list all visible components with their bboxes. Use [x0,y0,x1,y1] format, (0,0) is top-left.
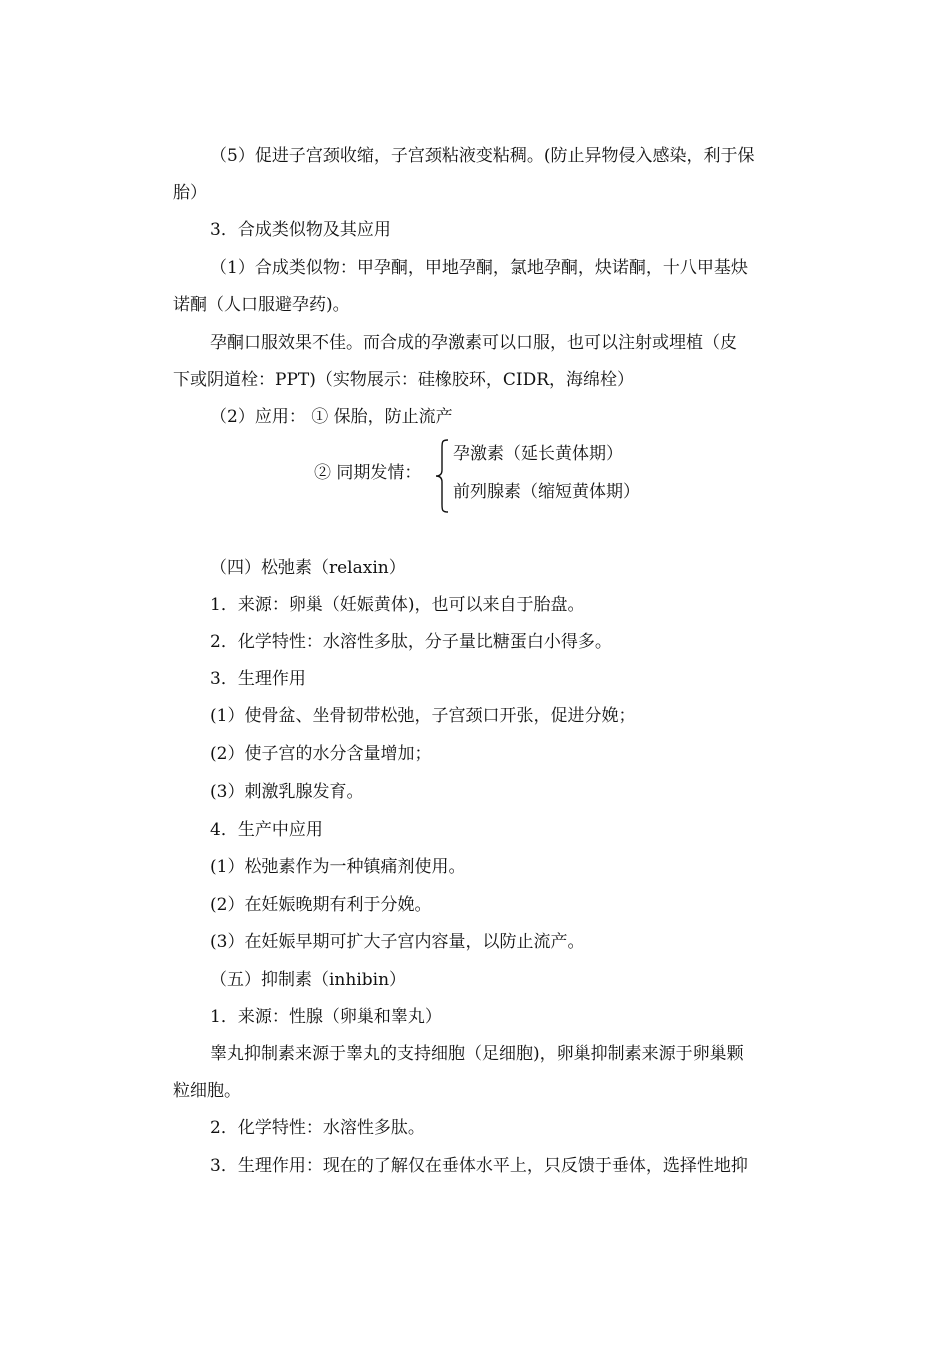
section-heading: （四）松弛素（relaxin） [210,558,406,578]
paragraph-line: (1）松弛素作为一种镇痛剂使用。 [210,857,466,877]
paragraph-line: 1．来源：性腺（卵巢和睾丸） [210,1007,442,1027]
paragraph-line: （1）合成类似物：甲孕酮，甲地孕酮，氯地孕酮，炔诺酮，十八甲基炔 [210,258,748,278]
paragraph-line: (2）在妊娠晚期有利于分娩。 [210,895,432,915]
paragraph-line: 孕酮口服效果不佳。而合成的孕激素可以口服，也可以注射或埋植（皮 [210,333,737,353]
section-heading: 4．生产中应用 [210,820,323,840]
paragraph-line: 诺酮（人口服避孕药)。 [173,295,350,315]
section-heading: 3．生理作用 [210,669,306,689]
paragraph-line: (3）在妊娠早期可扩大子宫内容量，以防止流产。 [210,932,585,952]
paragraph-line: (3）刺激乳腺发育。 [210,782,364,802]
brace-item: 前列腺素（缩短黄体期） [453,482,640,502]
section-heading: （五）抑制素（inhibin） [210,970,407,990]
paragraph-line: 下或阴道栓：PPT)（实物展示：硅橡胶环，CIDR，海绵栓） [173,370,634,390]
section-heading: 3．合成类似物及其应用 [210,220,391,240]
brace-item: 孕激素（延长黄体期） [453,444,623,464]
paragraph-line: 粒细胞。 [173,1081,241,1101]
paragraph-line: 2．化学特性：水溶性多肽，分子量比糖蛋白小得多。 [210,632,612,652]
brace-label: ② 同期发情： [314,463,422,483]
paragraph-line: (2）使子宫的水分含量增加； [210,744,432,764]
paragraph-line: (1）使骨盆、坐骨韧带松弛，子宫颈口开张，促进分娩； [210,706,636,726]
curly-brace-icon [434,438,450,514]
paragraph-line: （2）应用： ① 保胎，防止流产 [210,407,453,427]
paragraph-line: 3．生理作用：现在的了解仅在垂体水平上，只反馈于垂体，选择性地抑 [210,1156,748,1176]
paragraph-line: 1．来源：卵巢（妊娠黄体)，也可以来自于胎盘。 [210,595,585,615]
paragraph-line: 睾丸抑制素来源于睾丸的支持细胞（足细胞)，卵巢抑制素来源于卵巢颗 [210,1044,744,1064]
paragraph-line: 胎） [173,183,207,203]
paragraph-line: 2．化学特性：水溶性多肽。 [210,1118,425,1138]
paragraph-line: （5）促进子宫颈收缩，子宫颈粘液变粘稠。(防止异物侵入感染，利于保 [210,146,755,166]
